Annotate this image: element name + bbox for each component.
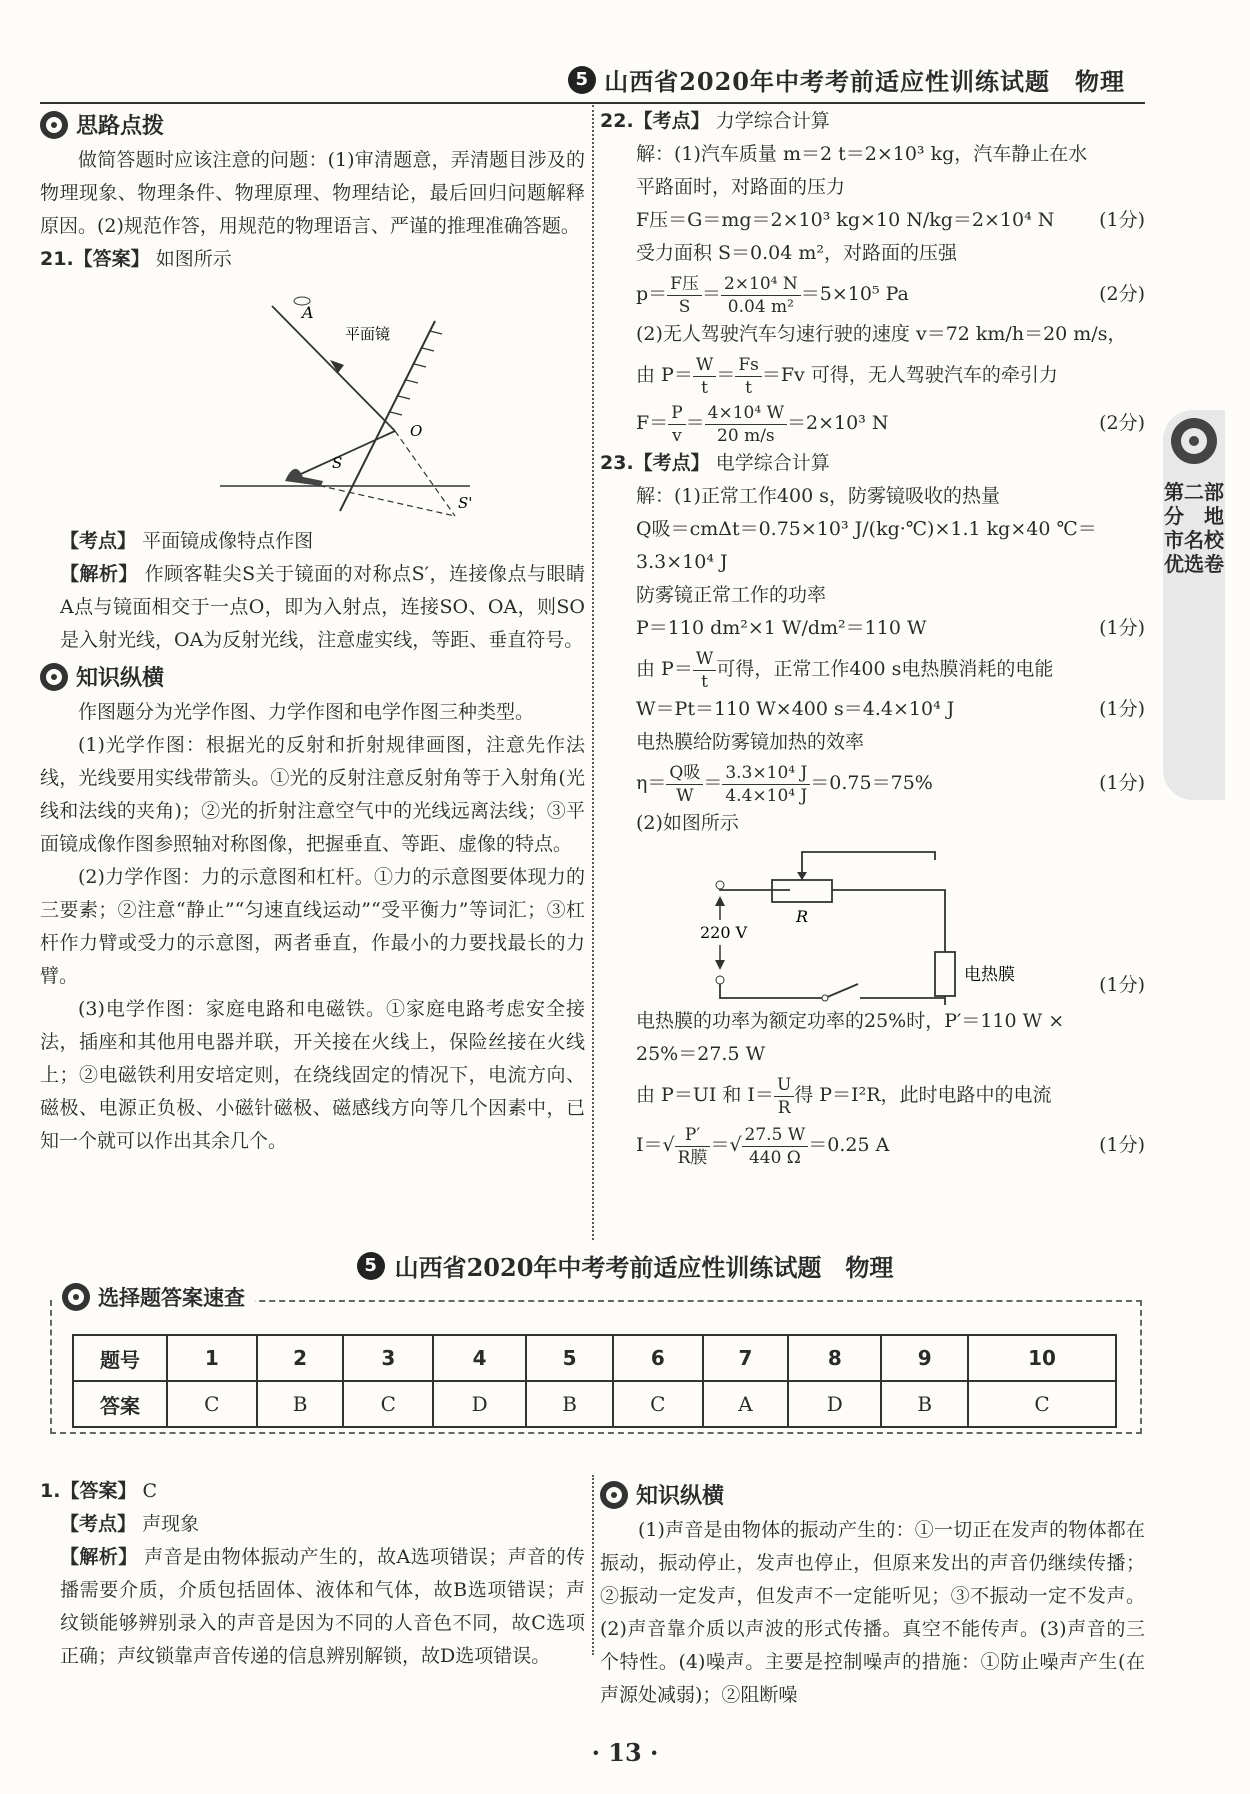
q23-line: 3.3×10⁴ J (636, 551, 728, 573)
side-tab (1163, 410, 1244, 800)
table-cell: 9 (881, 1335, 968, 1381)
table-cell: 8 (788, 1335, 881, 1381)
table-row (73, 1381, 1116, 1427)
denominator: t (745, 377, 753, 398)
table-cell: 5 (526, 1335, 613, 1381)
formula-part: p＝ (636, 283, 668, 305)
fraction (666, 762, 703, 807)
fraction (774, 1074, 794, 1119)
table-header-cell: 答案 (73, 1381, 167, 1427)
q23-line: 防雾镜正常工作的功率 (636, 584, 827, 606)
section-title: 思路点拨 (76, 114, 165, 139)
table-cell: B (257, 1381, 344, 1427)
mirror-line (340, 321, 435, 511)
answer-tag: 【答案】 (73, 248, 150, 270)
q23-topic: 电学综合计算 (715, 452, 830, 474)
formula-part: ＝5×10⁵ Pa (800, 283, 909, 305)
q23-line (600, 612, 1145, 645)
knowledge-p2: (1)光学作图：根据光的反射和折射规律画图，注意先作法线，光线要用实线带箭头。①光的反射注意反射角等于入射角(光线和法线的夹角)；②光的折射注意空气中的光线远离法线；③平面镜成像作图参照轴对称图像，把握垂直、等距、虚像的特点。 (40, 734, 585, 855)
q23-line: 解：(1)正常工作400 s，防雾镜吸收的热量 (636, 485, 1000, 507)
fraction (693, 354, 716, 399)
answer-quick-check (50, 1286, 1142, 1434)
formula-part: ＝Fv 可得，无人驾驶汽车的牵引力 (761, 364, 1058, 386)
q22-line (600, 204, 1145, 237)
fraction (675, 1124, 711, 1169)
header-title: 山西省2020年中考考前适应性训练试题 物理 (604, 67, 1125, 96)
jiexi-tag: 【解析】 (60, 1546, 138, 1568)
score: (1分) (1099, 974, 1145, 996)
score: (1分) (1099, 617, 1145, 639)
circuit-block (600, 840, 1145, 1005)
denominator: t (701, 377, 708, 398)
numerator: F压 (667, 273, 702, 296)
circuit-diagram (600, 840, 1145, 1005)
table-cell: C (343, 1381, 433, 1427)
fraction (742, 1124, 809, 1169)
numerator: U (774, 1074, 794, 1097)
formula-part: ＝ (701, 283, 721, 305)
section-title-bar (0, 1248, 1250, 1283)
table-cell: B (526, 1381, 613, 1427)
mirror-hatch (390, 331, 442, 415)
fraction (693, 648, 716, 693)
target-icon (1171, 418, 1217, 464)
table-cell: C (167, 1381, 257, 1427)
q23-current-result (600, 1119, 1145, 1171)
score: (1分) (1099, 209, 1145, 231)
formula-part: I＝√ (636, 1134, 675, 1156)
formula-part: 由 P＝ (636, 364, 693, 386)
label-S: S (332, 454, 343, 472)
virtual-ray (395, 431, 455, 516)
switch (825, 984, 858, 998)
answer-tag: 【答案】 (60, 1480, 137, 1502)
table-cell: 10 (968, 1335, 1116, 1381)
formula-part: F＝ (636, 412, 669, 434)
section-title: 山西省2020年中考考前适应性训练试题 物理 (394, 1253, 894, 1282)
denominator: R (777, 1097, 791, 1118)
q1-kaodian (40, 1508, 585, 1541)
table-cell: 7 (703, 1335, 789, 1381)
question-number: 22. (600, 110, 634, 132)
q22-pressure-formula (600, 270, 1145, 318)
formula-part: ＝√ (710, 1134, 742, 1156)
page-header (40, 58, 1145, 104)
score: (1分) (1099, 1134, 1145, 1156)
numerator: P (668, 402, 685, 425)
target-icon (62, 1283, 90, 1311)
sound-knowledge-text: (1)声音是由物体的振动产生的：①一切正在发声的物体都在振动，振动停止，发声也停止，但原来发出的声音仍继续传播；②振动一定发声，但发声不一定能听见；③不振动一定不发声。(2)声音靠介质以声波的形式传播。真空不能传声。(3)声音的三个特性。(4)噪声。主要是控制噪声的措施：①防止噪声产生(在声源处减弱)；②阻断噪 (600, 1519, 1145, 1706)
denominator: t (701, 671, 708, 692)
table-cell: B (881, 1381, 968, 1427)
formula-part: 由 P＝UI 和 I＝ (636, 1084, 774, 1106)
jiexi-text: 作顾客鞋尖S关于镜面的对称点S′，连接像点与眼睛A点与镜面相交于一点O，即为入射点，连接SO、OA，则SO是入射光线，OA为反射光线，注意虚实线，等距、垂直符号。 (60, 563, 585, 651)
q22-line: 受力面积 S＝0.04 m²，对路面的压强 (636, 242, 958, 264)
table-cell: C (968, 1381, 1116, 1427)
q21-answer: 如图所示 (155, 248, 232, 270)
section-number-badge: 5 (357, 1252, 385, 1280)
formula-part: ＝2×10³ N (787, 412, 889, 434)
kaodian-text: 声现象 (142, 1513, 200, 1535)
q1-block (40, 1475, 585, 1673)
header-title-group (568, 62, 1125, 97)
table-cell: D (433, 1381, 526, 1427)
label-A: A (302, 303, 314, 322)
q23-line: 电热膜的功率为额定功率的25%时，P′＝110 W × (636, 1010, 1065, 1032)
target-icon (600, 1481, 628, 1509)
formula: W＝Pt＝110 W×400 s＝4.4×10⁴ J (636, 698, 955, 720)
section-title: 知识纵横 (76, 666, 165, 691)
q22-force-formula (600, 399, 1145, 447)
answer-box-label (52, 1282, 255, 1312)
section-heading-thinking (40, 109, 585, 140)
target-icon (40, 663, 68, 691)
numerator: 3.3×10⁴ J (722, 762, 810, 785)
label-heating-film: 电热膜 (964, 965, 1015, 985)
numerator: Fs (735, 354, 762, 377)
numerator: 2×10⁴ N (721, 273, 801, 296)
table-cell: D (788, 1381, 881, 1427)
knowledge-p4: (3)电学作图：家庭电路和电磁铁。①家庭电路考虑安全接法，插座和其他用电器并联，开关接在火线上，保险丝接在火线上；②电磁铁利用安培定则，在绕线固定的情况下，电流方向、磁极、电源正负极、小磁针磁极、磁感线方向等几个因素中，已知一个就可以作出其余几个。 (40, 998, 585, 1152)
kaodian-tag: 【考点】 (60, 530, 137, 552)
shoe-icon (285, 469, 323, 486)
q23-line: Q吸＝cmΔt＝0.75×10³ J/(kg·℃)×1.1 kg×40 ℃＝ (636, 518, 1097, 540)
denominator: 20 m/s (717, 425, 775, 446)
table-cell: 4 (433, 1335, 526, 1381)
label-mirror: 平面镜 (345, 325, 391, 343)
q23-line: 电热膜给防雾镜加热的效率 (636, 731, 865, 753)
q21-answer-line (40, 243, 585, 276)
numerator: W (693, 648, 716, 671)
fraction (721, 273, 801, 318)
q22-line: (2)无人驾驶汽车匀速行驶的速度 v＝72 km/h＝20 m/s， (636, 323, 1127, 345)
denominator: S (678, 296, 691, 317)
terminal (716, 976, 724, 984)
q1-jiexi (40, 1541, 585, 1673)
label-voltage: 220 V (700, 923, 748, 942)
label-R: R (796, 907, 809, 926)
page-number: · 13 · (591, 1738, 659, 1767)
formula: P＝110 dm²×1 W/dm²＝110 W (636, 617, 927, 639)
formula-part: ＝0.75＝75% (810, 772, 933, 794)
formula-part: ＝ (716, 364, 736, 386)
heating-film (935, 952, 955, 996)
q23-line (600, 693, 1145, 726)
knowledge-p3: (2)力学作图：力的示意图和杠杆。①力的示意图要体现力的三要素；②注意“静止”“匀速直线运动”“受平衡力”等词汇；③杠杆作力臂或受力的示意图，两者垂直，作最小的力要找最长的力臂。 (40, 866, 585, 987)
q23-energy-formula (600, 645, 1145, 693)
knowledge-p1: 作图题分为光学作图、力学作图和电学作图三种类型。 (78, 701, 535, 723)
numerator: 4×10⁴ W (705, 402, 787, 425)
q23-header (600, 447, 1145, 480)
terminal (716, 881, 724, 889)
q23-current-formula (600, 1071, 1145, 1119)
left-column (40, 105, 585, 1158)
section-title: 知识纵横 (636, 1484, 725, 1509)
q23-line: (2)如图所示 (636, 812, 739, 834)
formula-part: ＝0.25 A (808, 1134, 890, 1156)
score: (2分) (1099, 412, 1145, 434)
target-icon (40, 111, 68, 139)
fraction (667, 273, 702, 318)
q1-answer: C (142, 1480, 158, 1502)
formula-part: ＝ (685, 412, 705, 434)
q22-line: 解：(1)汽车质量 m＝2 t＝2×10³ kg，汽车静止在水 (636, 143, 1088, 165)
formula-part: 得 P＝I²R，此时电路中的电流 (794, 1084, 1052, 1106)
table-cell: C (613, 1381, 703, 1427)
q1-answer-line (40, 1475, 585, 1508)
right-column (600, 105, 1145, 1171)
question-number: 21. (40, 248, 74, 270)
q22-line: 平路面时，对路面的压力 (636, 176, 846, 198)
fraction (705, 402, 787, 447)
numerator: W (693, 354, 716, 377)
label-O: O (410, 422, 423, 440)
column-divider (592, 105, 594, 1240)
q22-header (600, 105, 1145, 138)
denominator: 4.4×10⁴ J (725, 785, 808, 806)
column-divider (592, 1475, 594, 1655)
q22-power-formula (600, 351, 1145, 399)
fraction (668, 402, 685, 447)
question-number: 1. (40, 1480, 61, 1502)
table-cell: A (703, 1381, 789, 1427)
table-cell: 6 (613, 1335, 703, 1381)
fraction (722, 762, 810, 807)
rheostat (772, 880, 832, 902)
sound-knowledge-block (600, 1475, 1145, 1712)
terminal (822, 995, 828, 1001)
kaodian-tag: 【考点】 (633, 110, 710, 132)
q21-jiexi (40, 558, 585, 657)
score: (1分) (1099, 698, 1145, 720)
formula-part: 可得，正常工作400 s电热膜消耗的电能 (716, 658, 1054, 680)
kaodian-tag: 【考点】 (60, 1513, 137, 1535)
fraction (735, 354, 762, 399)
numerator: P′ (675, 1124, 711, 1147)
answer-table (72, 1334, 1117, 1428)
q21-kaodian (40, 525, 585, 558)
numerator: Q吸 (666, 762, 703, 785)
side-tab-text: 第二部分 地市名校 优选卷 (1164, 480, 1244, 576)
q23-line: 25%＝27.5 W (636, 1043, 766, 1065)
jiexi-tag: 【解析】 (60, 563, 139, 585)
score: (2分) (1099, 283, 1145, 305)
question-number: 23. (600, 452, 634, 474)
denominator: R膜 (677, 1147, 708, 1168)
formula-part: η＝ (636, 772, 667, 794)
kaodian-text: 平面镜成像特点作图 (142, 530, 314, 552)
section-heading-knowledge (40, 661, 585, 692)
table-cell: 3 (343, 1335, 433, 1381)
mirror-reflection-diagram (40, 276, 585, 521)
denominator: 0.04 m² (727, 296, 794, 317)
denominator: 440 Ω (748, 1147, 801, 1168)
formula: F压＝G＝mg＝2×10³ kg×10 N/kg＝2×10⁴ N (636, 209, 1055, 231)
formula-part: 由 P＝ (636, 658, 693, 680)
score: (1分) (1099, 772, 1145, 794)
label-S-prime: S' (458, 494, 473, 512)
numerator: 27.5 W (742, 1124, 809, 1147)
q23-efficiency-formula (600, 759, 1145, 807)
denominator: v (672, 425, 682, 446)
thinking-text: 做简答题时应该注意的问题：(1)审清题意，弄清题目涉及的物理现象、物理条件、物理原理、物理结论，最后回归问题解释原因。(2)规范作答，用规范的物理语言、严谨的推理准确答题。 (40, 149, 585, 237)
jiexi-text: 声音是由物体振动产生的，故A选项错误；声音的传播需要介质，介质包括固体、液体和气体，故B选项错误；声纹锁能够辨别录入的声音是因为不同的人音色不同，故C选项正确；声纹锁靠声音传递的信息辨别解锁，故D选项错误。 (60, 1546, 585, 1667)
section-heading-knowledge (600, 1479, 1145, 1510)
table-cell: 2 (257, 1335, 344, 1381)
denominator: W (676, 785, 694, 806)
kaodian-tag: 【考点】 (633, 452, 710, 474)
table-header-cell: 题号 (73, 1335, 167, 1381)
formula-part: ＝ (703, 772, 723, 794)
table-cell: 1 (167, 1335, 257, 1381)
q22-topic: 力学综合计算 (715, 110, 830, 132)
table-row (73, 1335, 1116, 1381)
header-number-badge: 5 (568, 66, 596, 94)
answer-box-title: 选择题答案速查 (98, 1286, 245, 1310)
incident-ray (290, 431, 395, 479)
